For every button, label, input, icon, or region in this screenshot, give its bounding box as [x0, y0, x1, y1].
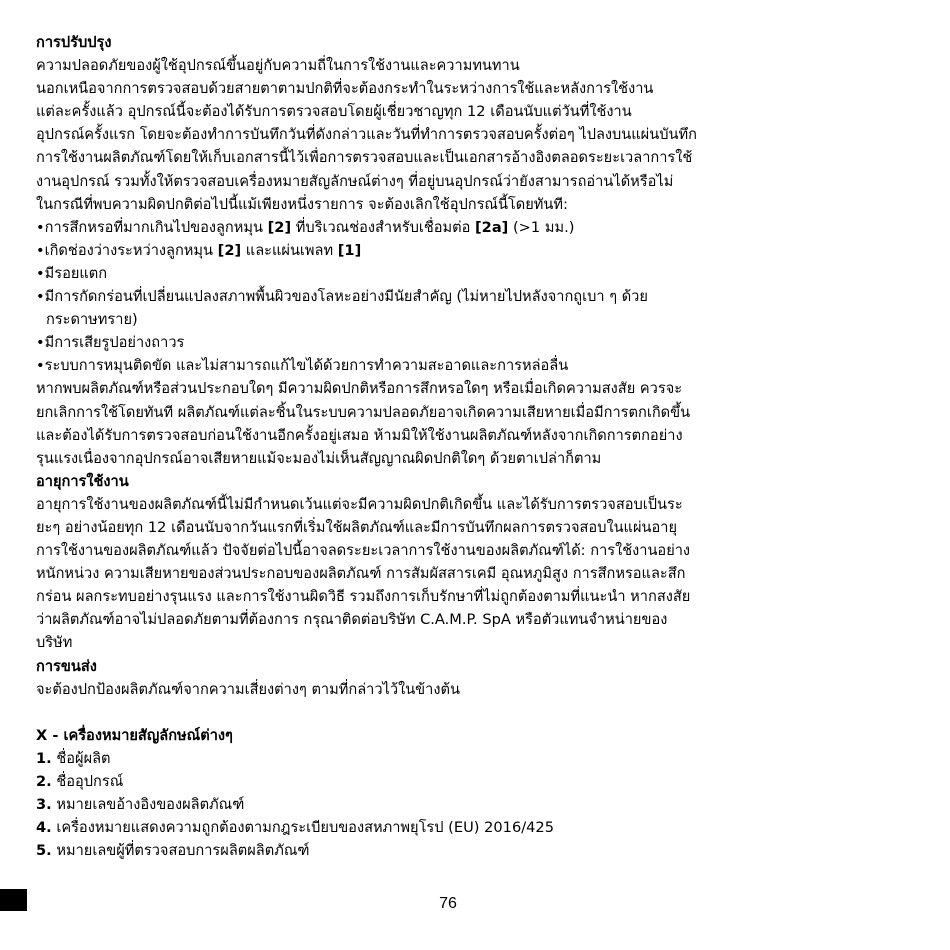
marking-item: 4. เครื่องหมายแสดงความถูกต้องตามกฎระเบียบของสหภาพยุโรป (EU) 2016/425 — [36, 819, 555, 837]
body-line: หากพบผลิตภัณฑ์หรือส่วนประกอบใดๆ มีความผิดปกติหรือการสึกหรอใดๆ หรือเมื่อเกิดความสงสัย ควรจะ — [36, 380, 683, 398]
body-line: ความปลอดภัยของผู้ใช้อุปกรณ์ขึ้นอยู่กับความถี่ในการใช้งานและความทนทาน — [36, 57, 520, 75]
heading-service-life: อายุการใช้งาน — [36, 472, 129, 490]
body-line: งานอุปกรณ์ รวมทั้งให้ตรวจสอบเครื่องหมายสัญลักษณ์ต่างๆ ที่อยู่บนอุปกรณ์ว่ายังสามารถอ่านได้หรือไม่ — [36, 172, 674, 190]
marking-item: 2. ชื่ออุปกรณ์ — [36, 772, 124, 790]
body-line: อายุการใช้งานของผลิตภัณฑ์นี้ไม่มีกำหนดเว้นแต่จะมีความผิดปกติเกิดขึ้น และได้รับการตรวจสอบเป็นระ — [36, 495, 683, 513]
body-line: จะต้องปกป้องผลิตภัณฑ์จากความเสี่ยงต่างๆ ตามที่กล่าวไว้ในข้างต้น — [36, 680, 460, 698]
body-line: นอกเหนือจากการตรวจสอบด้วยสายตาตามปกติที่จะต้องกระทำในระหว่างการใช้และหลังการใช้งาน — [36, 80, 654, 98]
body-line: การใช้งานผลิตภัณฑ์โดยให้เก็บเอกสารนี้ไว้เพื่อการตรวจสอบและเป็นเอกสารอ้างอิงตลอดระยะเวลาการใช้ — [36, 149, 693, 167]
bullet-item-continuation: กระดาษทราย) — [46, 311, 138, 329]
body-line: ว่าผลิตภัณฑ์อาจไม่ปลอดภัยตามที่ต้องการ กรุณาติดต่อบริษัท C.A.M.P. SpA หรือตัวแทนจำหน่ายของ — [36, 611, 668, 629]
document-page — [36, 31, 916, 862]
body-line: และต้องได้รับการตรวจสอบก่อนใช้งานอีกครั้งอยู่เสมอ ห้ามมิให้ใช้งานผลิตภัณฑ์หลังจากเกิดการตกอย่าง — [36, 426, 683, 444]
body-line: การใช้งานของผลิตภัณฑ์แล้ว ปัจจัยต่อไปนี้อาจลดระยะเวลาการใช้งานของผลิตภัณฑ์ได้: การใช้งานอย่าง — [36, 542, 691, 560]
body-line: ยะๆ อย่างน้อยทุก 12 เดือนนับจากวันแรกที่เริ่มใช้ผลิตภัณฑ์และมีการบันทึกผลการตรวจสอบในแผ่นอายุ — [36, 518, 677, 536]
body-line: อุปกรณ์ครั้งแรก โดยจะต้องทำการบันทึกวันที่ดังกล่าวและวันที่ทำการตรวจสอบครั้งต่อๆ ไปลงบนแผ่นบันทึก — [36, 126, 697, 144]
body-line: บริษัท — [36, 634, 73, 652]
page-number: 76 — [439, 895, 457, 912]
body-line: กร่อน ผลกระทบอย่างรุนแรง และการใช้งานผิดวิธี รวมถึงการเก็บรักษาที่ไม่ถูกต้องตามที่แนะนำ หากสงสัย — [36, 588, 691, 606]
body-line: แต่ละครั้งแล้ว อุปกรณ์นี้จะต้องได้รับการตรวจสอบโดยผู้เชี่ยวชาญทุก 12 เดือนนับแต่วันที่ใช้งาน — [36, 103, 632, 121]
heading-markings: X - เครื่องหมายสัญลักษณ์ต่างๆ — [36, 726, 233, 744]
bullet-item: •มีการกัดกร่อนที่เปลี่ยนแปลงสภาพพื้นผิวของโลหะอย่างมีนัยสำคัญ (ไม่หายไปหลังจากถูเบา ๆ ด้วย — [36, 288, 648, 306]
body-line: รุนแรงเนื่องจากอุปกรณ์อาจเสียหายแม้จะมองไม่เห็นสัญญาณผิดปกติใดๆ ด้วยตาเปล่าก็ตาม — [36, 449, 602, 467]
marking-item: 1. ชื่อผู้ผลิต — [36, 749, 111, 767]
body-line: ในกรณีที่พบความผิดปกติต่อไปนี้แม้เพียงหนึ่งรายการ จะต้องเลิกใช้อุปกรณ์นี้โดยทันที: — [36, 195, 568, 213]
bullet-item: •ระบบการหมุนติดขัด และไม่สามารถแก้ไขได้ด้วยการทำความสะอาดและการหล่อลื่น — [36, 357, 569, 375]
marking-item: 5. หมายเลขผู้ที่ตรวจสอบการผลิตผลิตภัณฑ์ — [36, 842, 310, 860]
marking-item: 3. หมายเลขอ้างอิงของผลิตภัณฑ์ — [36, 796, 245, 813]
heading-improvement: การปรับปรุง — [36, 34, 112, 51]
bullet-item: •มีการเสียรูปอย่างถาวร — [36, 334, 185, 352]
bullet-item: •เกิดช่องว่างระหว่างลูกหมุน [2] และแผ่นเพลท [1] — [36, 241, 362, 259]
bullet-item: •การสึกหรอที่มากเกินไปของลูกหมุน [2] ที่บริเวณช่องสำหรับเชื่อมต่อ [2a] (>1 มม.) — [36, 218, 575, 236]
body-line: หนักหน่วง ความเสียหายของส่วนประกอบของผลิตภัณฑ์ การสัมผัสสารเคมี อุณหภูมิสูง การสึกหรอและสึก — [36, 565, 686, 583]
spacer — [36, 701, 916, 724]
heading-transport: การขนส่ง — [36, 657, 97, 675]
body-line: ยกเลิกการใช้โดยทันที ผลิตภัณฑ์แต่ละชิ้นในระบบความปลอดภัยอาจเกิดความเสียหายเมื่อมีการตกเกิดขึ้น — [36, 403, 691, 421]
bullet-item: •มีรอยแตก — [36, 264, 108, 282]
